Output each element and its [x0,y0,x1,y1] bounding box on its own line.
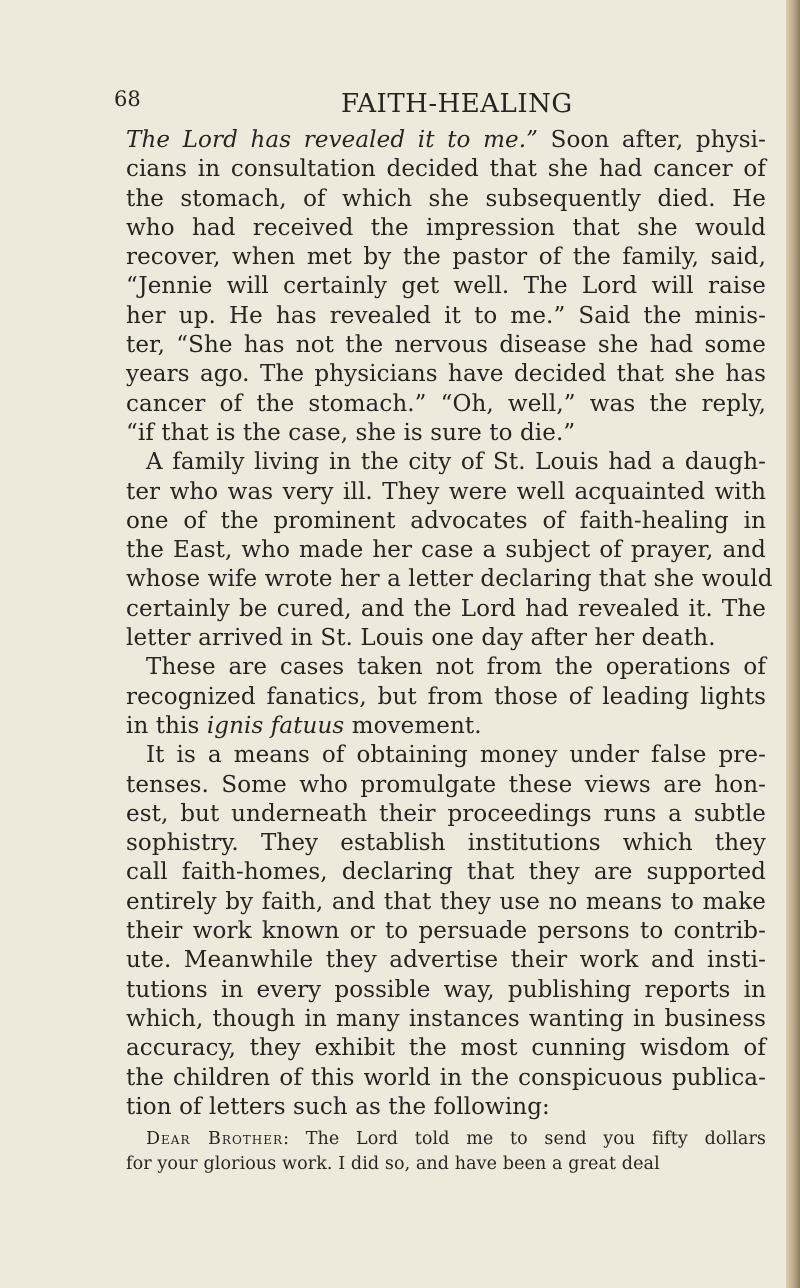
text-line [126,155,766,184]
text-segment: in this [126,712,207,739]
text-segment: years ago. The physicians have decided that she has [126,361,766,388]
text-segment: who had received the impression that she would [126,214,766,241]
text-line [126,946,766,975]
text-line [126,741,766,770]
text-segment: which, though in many instances wanting in business [126,1005,766,1032]
text-segment: her up. He has revealed it to me.” Said the minis- [126,302,766,329]
text-line [126,653,766,682]
text-line [126,565,773,594]
running-title: FAITH-HEALING [341,89,573,119]
text-segment: ter, “She has not the nervous disease she had some [126,332,766,359]
text-line [126,683,766,712]
text-segment: : The Lord told me to send you fifty dollars [283,1129,766,1150]
text-segment: movement. [344,712,482,739]
text-segment: the East, who made her case a subject of prayer, and [126,537,766,564]
body-text [126,126,773,1177]
text-line [126,1064,766,1093]
text-line [126,595,766,624]
text-line [126,360,766,389]
text-line [126,419,766,448]
text-segment: for your glorious work. I did so, and have been a great deal [126,1154,660,1175]
text-line [126,1005,766,1034]
text-segment: “if that is the case, she is sure to die.” [126,419,576,446]
salutation-text: Dear Brother [146,1129,284,1150]
text-segment: It is a means of obtaining money under false pre- [146,742,766,769]
text-segment: letter arrived in St. Louis one day after her death. [126,625,716,652]
text-segment: accuracy, they exhibit the most cunning wisdom of [126,1035,766,1062]
text-segment: ute. Meanwhile they advertise their work and insti- [126,947,766,974]
page-edge-shadow [786,0,800,1288]
text-segment: recover, when met by the pastor of the family, said, [126,244,766,271]
text-segment: recognized fanatics, but from those of leading lights [126,683,766,710]
text-line [126,507,766,536]
text-line [126,712,766,741]
text-segment: Soon after, physi- [537,127,766,153]
text-segment: These are cases taken not from the operations of [146,654,766,681]
text-segment: ter who was very ill. They were well acquainted with [126,478,766,505]
italic-text: The Lord has revealed it to me.” [126,127,538,153]
text-segment: one of the prominent advocates of faith-healing in [126,507,766,534]
text-segment: est, but underneath their proceedings runs a subtle [126,800,766,827]
text-line [126,448,766,477]
text-line [126,1127,766,1152]
text-line [126,243,766,272]
text-line [126,888,766,917]
text-line [126,185,766,214]
text-segment: cians in consultation decided that she had cancer of [126,156,766,183]
text-line [126,800,766,829]
text-segment: “Jennie will certainly get well. The Lord will raise [126,273,766,300]
text-segment: whose wife wrote her a letter declaring that she would [126,566,773,593]
text-segment: cancer of the stomach.” “Oh, well,” was the reply, [126,390,766,417]
text-segment: entirely by faith, and that they use no means to make [126,888,766,915]
text-line [126,390,766,419]
main-text-lines [126,126,773,1122]
page-number: 68 [114,87,141,111]
text-line [126,331,766,360]
text-segment: the children of this world in the conspicuous publica- [126,1064,766,1091]
text-segment: tutions in every possible way, publishing reports in [126,976,766,1003]
text-line [126,536,766,565]
text-segment: their work known or to persuade persons to contrib- [126,918,766,945]
text-line [126,858,766,887]
text-line [126,917,766,946]
text-segment: tenses. Some who promulgate these views are hon- [126,771,766,798]
text-segment: A family living in the city of St. Louis had a daugh- [146,449,766,476]
text-line [126,976,766,1005]
text-line [126,478,766,507]
text-segment: the stomach, of which she subsequently died. He [126,185,766,212]
text-segment: sophistry. They establish institutions which they [126,830,766,857]
text-segment: tion of letters such as the following: [126,1093,550,1120]
text-line [126,126,766,155]
quoted-letter [126,1127,766,1177]
text-line [126,302,766,331]
text-segment: certainly be cured, and the Lord had revealed it. The [126,595,766,622]
text-line [126,829,766,858]
text-segment: call faith-homes, declaring that they are supported [126,859,766,886]
text-line [126,771,766,800]
text-line [126,624,766,653]
text-line [126,1093,766,1122]
text-line [126,272,766,301]
text-line [126,214,766,243]
text-line [126,1034,766,1063]
text-line [126,1152,766,1177]
italic-text: ignis fatuus [206,712,345,739]
